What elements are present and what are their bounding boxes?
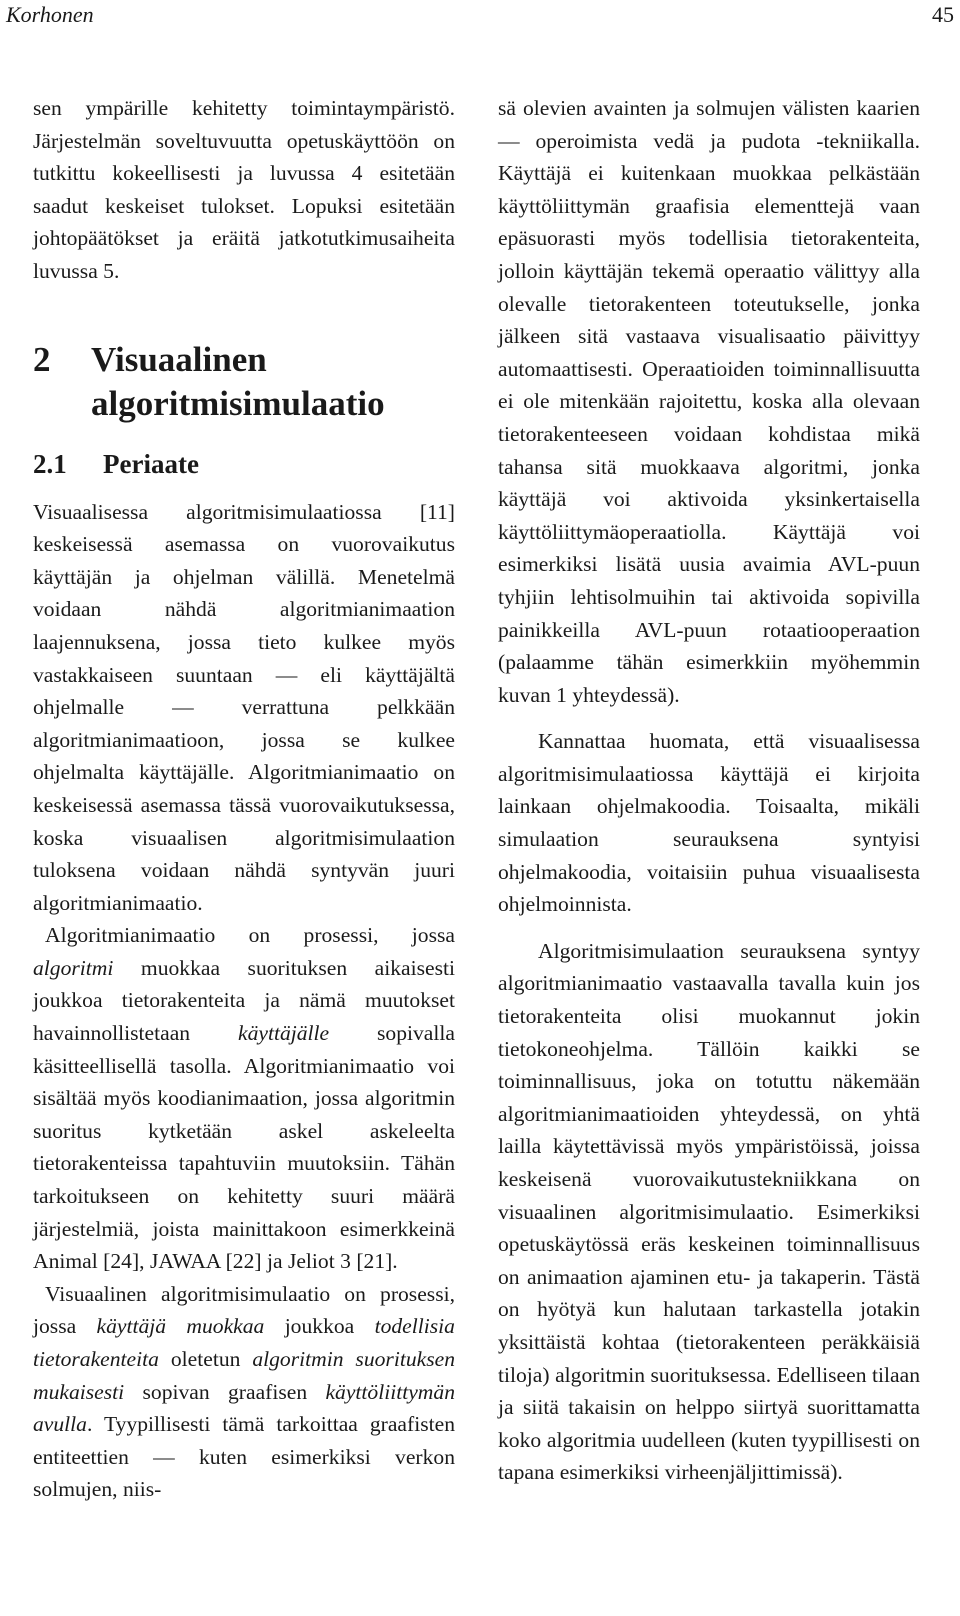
subsection-number: 2.1	[33, 448, 67, 479]
paragraph-right-2: Kannattaa huomata, että visuaalisessa algoritmisimulaatiossa käyttäjä ei kirjoita lainkaan ohjelmakoodia. Toisaalta, mikäli simulaation seurauksena syntyisi ohjelmakoodia, voitaisiin puhua visuaalisesta ohjelmoinnista.	[498, 729, 920, 917]
text-span: Algoritmianimaatio on prosessi, jossa	[45, 923, 455, 948]
emphasis: käyttöliittymän avulla	[33, 1379, 455, 1437]
text-span: sopivan graafisen	[124, 1379, 326, 1404]
emphasis: käyttäjä muokkaa	[96, 1314, 265, 1339]
paragraph-2	[33, 919, 455, 1278]
emphasis: todellisia tietorakenteita	[33, 1314, 455, 1371]
intro-paragraph: sen ympärille kehitetty toimintaympäristö. Järjestelmän soveltuvuutta opetuskäyttöön on tutkittu kokeellisesti ja luvussa 4 esitetään saadut keskeiset tulokset. Lopuksi esitetään johtopäätökset ja eräitä jatkotutkimusaiheita luvussa 5.	[33, 96, 455, 283]
paragraph-1: Visuaalisessa algoritmisimulaatiossa [11] keskeisessä asemassa on vuorovaikutus käyttäjän ja ohjelman välillä. Menetelmä voidaan nähdä algoritmianimaation laajennuksena, jossa tieto kulkee myös vastakkaiseen suuntaan — eli käyttäjältä ohjelmalle — verrattuna pelkkään algoritmianimaatioon, jossa se kulkee ohjelmalta käyttäjälle. Algoritmianimaatio on keskeisessä asemassa tässä vuorovaikutuksessa, koska visuaalisen algoritmisimulaation tuloksena voidaan nähdä syntyvän juuri algoritmianimaatio.	[33, 499, 455, 915]
paragraph-3	[33, 1278, 455, 1506]
text-span: sopivalla käsitteellisellä tasolla. Algoritmianimaatio voi sisältää myös koodianimaation, jossa algoritmin suoritus kytketään askel askeleelta tietorakenteissa tapahtuviin muutoksiin. Tähän tarkoitukseen on kehitetty suuri määrä järjestelmiä, joista mainittakoon esimerkkeinä Animal [24], JAWAA [22] ja Jeliot 3 [21].	[33, 1021, 455, 1274]
section-title: Visuaalinen algoritmisimulaatio	[91, 339, 385, 423]
emphasis: algoritmi	[33, 955, 114, 980]
subsection-title: Periaate	[103, 448, 199, 479]
subsection-heading	[33, 446, 455, 482]
paragraph-right-3: Algoritmisimulaation seurauksena syntyy algoritmianimaatio vastaavalla tavalla kuin jos tietorakenteita olisi muokannut jokin tietokoneohjelma. Tällöin kaikki se toiminnallisuus, joka on totuttu näkemään algoritmianimaatioiden yhteydessä, on yhtä lailla käytettävissä myös ympäristöissä, joissa keskeisenä vuorovaikutustekniikkana on visuaalinen algoritmisimulaatio. Esimerkiksi opetuskäytössä eräs keskeinen toiminnallisuus on animaation ajaminen etu- ja takaperin. Tästä on hyötyä kun halutaan tarkastella jotakin yksittäistä kohtaa (tietorakenteen peräkkäisiä tiloja) algoritmin suorituksessa. Edelliseen tilaan ja siitä takaisin on helppo siirtyä suorittamatta koko algoritmia uudelleen (kuten tyypillisesti on tapana esimerkiksi virheenjäljittimissä).	[498, 938, 920, 1485]
left-column	[33, 92, 455, 1506]
text-span: muokkaa suorituksen aikaisesti joukkoa tietorakenteita ja nämä muutokset havainnollistetaan	[33, 955, 455, 1046]
section-heading	[33, 338, 455, 426]
running-head: Korhonen	[6, 2, 94, 27]
text-span: oletetun	[158, 1347, 253, 1371]
page-number: 45	[932, 2, 954, 27]
section-number: 2	[33, 339, 51, 379]
text-span: Visuaalinen algoritmisimulaatio on prosessi, jossa	[33, 1281, 455, 1339]
emphasis: algoritmin suorituksen mukaisesti	[33, 1347, 455, 1404]
page-header	[0, 0, 960, 40]
paragraph-right-1: sä olevien avainten ja solmujen välisten kaarien — operoimista vedä ja pudota -tekniikalla. Käyttäjä ei kuitenkaan muokkaa pelkästään käyttöliittymän graafisia elementtejä vaan epäsuorasti myös todellisia tietorakenteita, jolloin käyttäjän tekemä operaatio välittyy alla olevalle tietorakenteen toteutukselle, jonka jälkeen sitä vastaava visualisaatio päivittyy automaattisesti. Operaatioiden toiminnallisuutta ei ole mitenkään rajoitettu, koska alla olevaan tietorakenteeseen voidaan kohdistaa mikä tahansa sitä muokkaava algoritmi, jonka käyttäjä voi aktivoida yksinkertaisella käyttöliittymäoperaatiolla. Käyttäjä voi esimerkiksi lisätä uusia avaimia AVL-puun tyhjiin lehtisolmuihin tai aktivoida sopivilla painikkeilla AVL-puun rotaatiooperaation (palaamme tähän esimerkkiin myöhemmin kuvan 1 yhteydessä).	[498, 96, 920, 707]
emphasis: käyttäjälle	[237, 1021, 330, 1046]
text-span: . Tyypillisesti tämä tarkoittaa graafisten entiteettien — kuten esimerkiksi verkon solmujen, niis-	[33, 1412, 455, 1502]
right-column	[498, 92, 920, 1489]
text-span: joukkoa	[264, 1314, 375, 1339]
